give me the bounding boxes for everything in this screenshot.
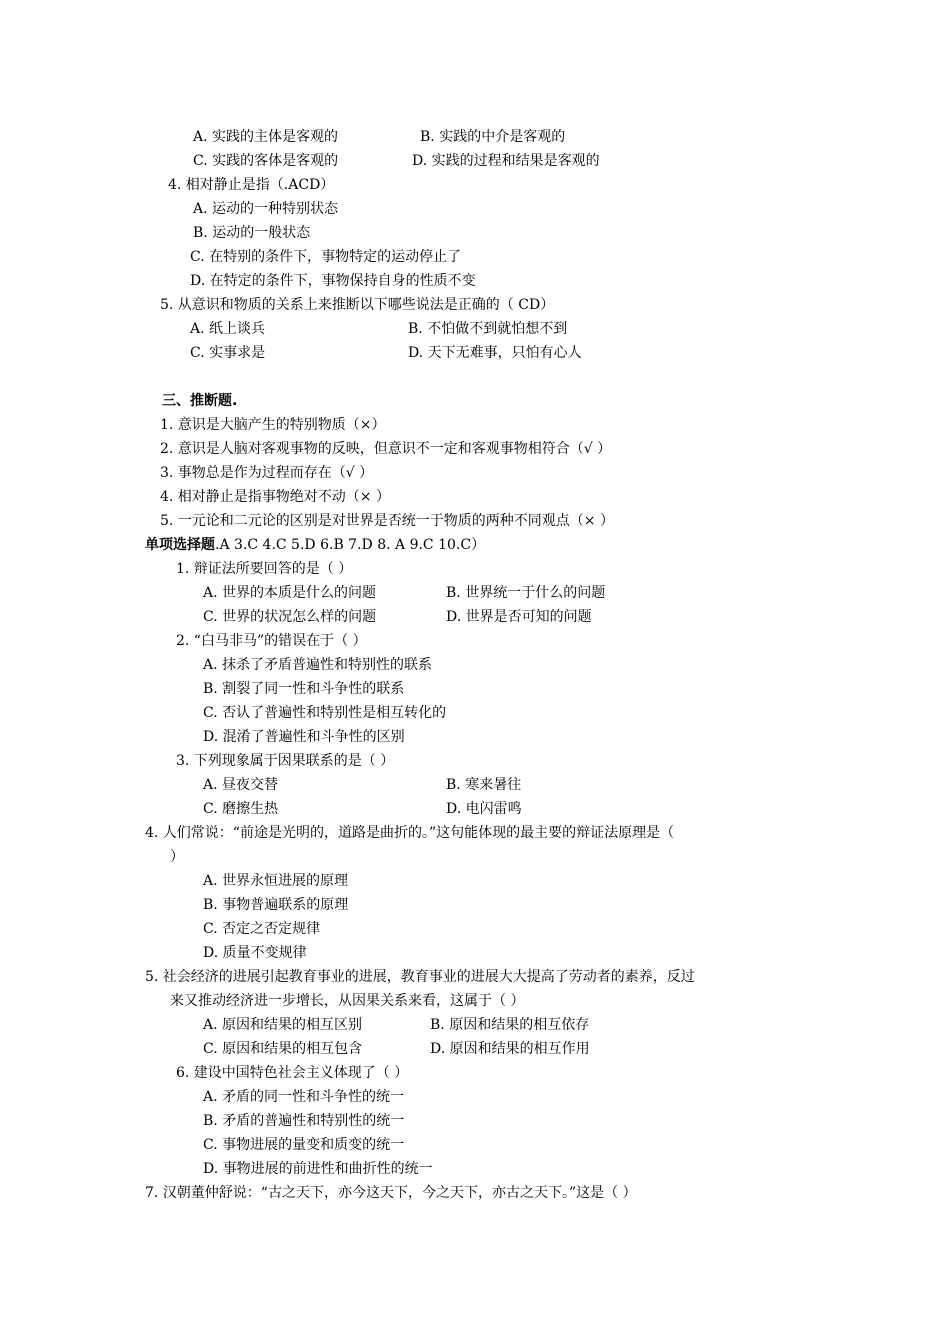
option-b: B. 原因和结果的相互依存 bbox=[430, 1017, 590, 1033]
option-c: C. 实践的客体是客观的 bbox=[193, 153, 339, 169]
question-6: 6. 建设中国特色社会主义体现了（ ） bbox=[176, 1065, 409, 1081]
judgment-3: 3. 事物总是作为过程而存在（√ ） bbox=[160, 465, 374, 481]
option-b: B. 寒来暑往 bbox=[446, 777, 522, 793]
option-c: C. 实事求是 bbox=[190, 345, 266, 361]
option-a: A. 原因和结果的相互区别 bbox=[203, 1017, 363, 1033]
question-5: 5. 从意识和物质的关系上来推断以下哪些说法是正确的（ CD） bbox=[160, 297, 555, 313]
option-a: A. 昼夜交替 bbox=[203, 777, 279, 793]
question-4: 4. 相对静止是指（.ACD） bbox=[168, 177, 335, 193]
option-d: D. 混淆了普遍性和斗争性的区别 bbox=[203, 729, 405, 745]
option-a: A. 纸上谈兵 bbox=[190, 321, 266, 337]
question-3: 3. 下列现象属于因果联系的是（ ） bbox=[176, 753, 395, 769]
option-b: B. 世界统一于什么的问题 bbox=[446, 585, 606, 601]
option-c: C. 在特别的条件下，事物特定的运动停止了 bbox=[190, 249, 462, 265]
option-d: D. 天下无难事，只怕有心人 bbox=[408, 345, 582, 361]
option-a: A. 矛盾的同一性和斗争性的统一 bbox=[203, 1089, 405, 1105]
question-4-continuation: ） bbox=[170, 849, 184, 865]
option-c: C. 磨擦生热 bbox=[203, 801, 279, 817]
section-heading-answers bbox=[145, 536, 485, 554]
option-a: A. 实践的主体是客观的 bbox=[193, 129, 339, 145]
judgment-4: 4. 相对静止是指事物绝对不动（× ） bbox=[160, 489, 390, 505]
option-a: A. 运动的一种特别状态 bbox=[193, 201, 339, 217]
question-5: 5. 社会经济的进展引起教育事业的进展，教育事业的进展大大提高了劳动者的素养，反过 bbox=[145, 969, 695, 985]
option-a: A. 世界的本质是什么的问题 bbox=[203, 585, 377, 601]
option-c: C. 否认了普遍性和特别性是相互转化的 bbox=[203, 705, 447, 721]
question-1: 1. 辩证法所要回答的是（ ） bbox=[176, 561, 353, 577]
option-b: B. 不怕做不到就怕想不到 bbox=[408, 321, 568, 337]
judgment-2: 2. 意识是人脑对客观事物的反映，但意识不一定和客观事物相符合（√ ） bbox=[160, 441, 612, 457]
option-b: B. 割裂了同一性和斗争性的联系 bbox=[203, 681, 405, 697]
section-heading: 三、推断题. bbox=[162, 393, 238, 409]
option-c: C. 原因和结果的相互包含 bbox=[203, 1041, 363, 1057]
judgment-5: 5. 一元论和二元论的区别是对世界是否统一于物质的两种不同观点（× ） bbox=[160, 513, 614, 529]
question-4: 4. 人们常说：“前途是光明的，道路是曲折的。”这句能体现的最主要的辩证法原理是（ bbox=[145, 825, 675, 841]
option-b: B. 事物普遍联系的原理 bbox=[203, 897, 349, 913]
option-c: C. 事物进展的量变和质变的统一 bbox=[203, 1137, 405, 1153]
question-5-continuation: 来又推动经济进一步增长，从因果关系来看，这属于（ ） bbox=[170, 993, 525, 1009]
option-d: D. 电闪雷鸣 bbox=[446, 801, 522, 817]
option-b: B. 矛盾的普遍性和特别性的统一 bbox=[203, 1113, 405, 1129]
option-d: D. 世界是否可知的问题 bbox=[446, 609, 592, 625]
judgment-1: 1. 意识是大脑产生的特别物质（×） bbox=[160, 417, 386, 433]
question-2: 2. “白马非马”的错误在于（ ） bbox=[176, 633, 367, 649]
option-b: B. 实践的中介是客观的 bbox=[420, 129, 566, 145]
option-c: C. 否定之否定规律 bbox=[203, 921, 321, 937]
answer-key: .A 3.C 4.C 5.D 6.B 7.D 8. A 9.C 10.C） bbox=[215, 537, 486, 553]
option-d: D. 实践的过程和结果是客观的 bbox=[412, 153, 600, 169]
option-d: D. 原因和结果的相互作用 bbox=[430, 1041, 590, 1057]
option-c: C. 世界的状况怎么样的问题 bbox=[203, 609, 377, 625]
option-d: D. 质量不变规律 bbox=[203, 945, 307, 961]
section-title: 单项选择题 bbox=[145, 537, 215, 553]
option-b: B. 运动的一般状态 bbox=[193, 225, 311, 241]
option-d: D. 在特定的条件下，事物保持自身的性质不变 bbox=[190, 273, 476, 289]
question-7: 7. 汉朝董仲舒说：“古之天下，亦今这天下，今之天下，亦古之天下。”这是（ ） bbox=[145, 1185, 637, 1201]
option-a: A. 世界永恒进展的原理 bbox=[203, 873, 349, 889]
option-a: A. 抹杀了矛盾普遍性和特别性的联系 bbox=[203, 657, 433, 673]
option-d: D. 事物进展的前进性和曲折性的统一 bbox=[203, 1161, 433, 1177]
